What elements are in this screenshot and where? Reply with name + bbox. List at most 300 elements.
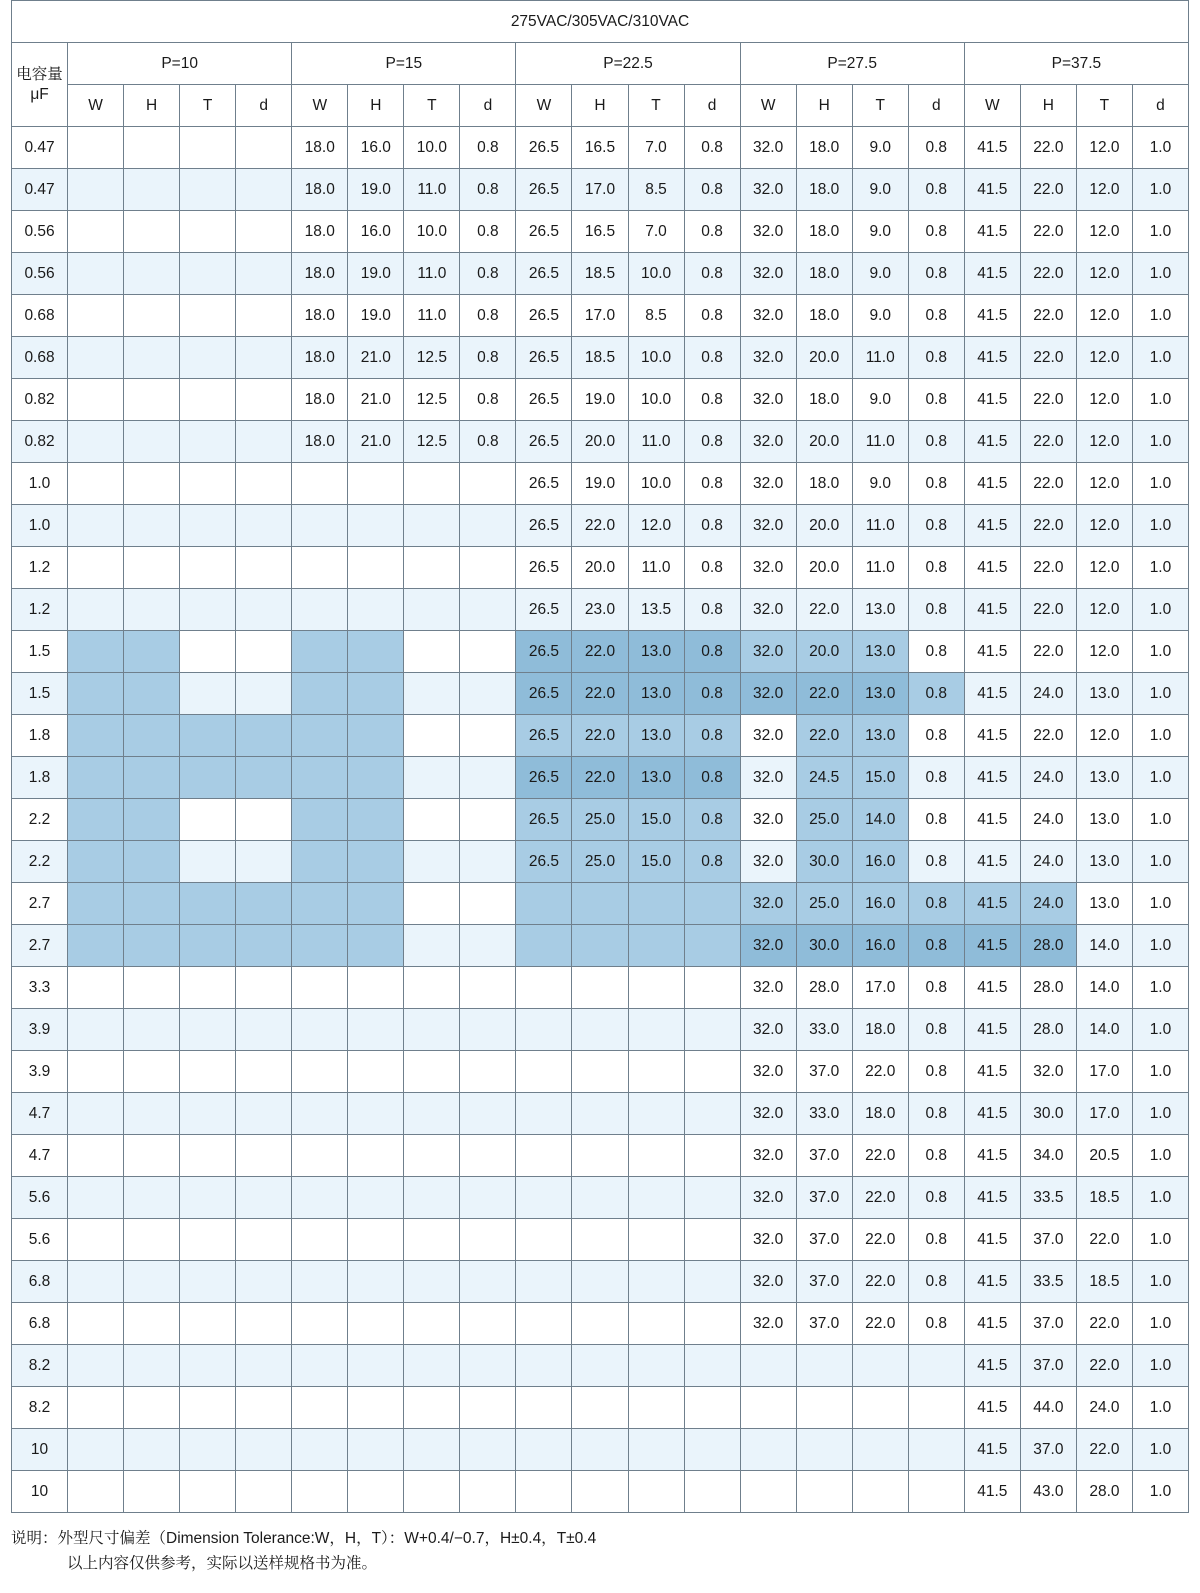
cell-p10-h [124,631,180,673]
cell-capacitance: 1.8 [12,757,68,799]
cell-p15-d [460,883,516,925]
cell-p15-w: 18.0 [292,379,348,421]
cell-p275-t: 9.0 [852,169,908,211]
cell-p375-w: 41.5 [964,547,1020,589]
cell-p10-w [68,379,124,421]
cell-p375-w: 41.5 [964,127,1020,169]
cell-p10-t [180,967,236,1009]
cell-p10-d [236,715,292,757]
cell-p375-t: 12.0 [1076,505,1132,547]
table-row [12,505,1189,547]
table-row [12,1387,1189,1429]
cell-p275-h: 25.0 [796,883,852,925]
cell-p225-w [516,1261,572,1303]
cell-p225-t: 10.0 [628,463,684,505]
cell-p275-h: 18.0 [796,379,852,421]
cell-p275-d: 0.8 [908,1135,964,1177]
cell-p275-t: 17.0 [852,967,908,1009]
cell-p275-w: 32.0 [740,799,796,841]
cell-p225-t: 13.0 [628,673,684,715]
cell-p375-t: 14.0 [1076,925,1132,967]
group-header-p275: P=27.5 [740,43,964,85]
cell-p225-t [628,967,684,1009]
cell-p225-t [628,1429,684,1471]
cell-p225-d [684,883,740,925]
cell-p375-t: 20.5 [1076,1135,1132,1177]
cell-p375-t: 12.0 [1076,589,1132,631]
cell-p375-h: 33.5 [1020,1177,1076,1219]
cell-capacitance: 0.47 [12,127,68,169]
cell-p375-h: 22.0 [1020,211,1076,253]
table-row [12,1009,1189,1051]
cell-p15-t [404,631,460,673]
group-header-p15: P=15 [292,43,516,85]
cell-p225-h: 22.0 [572,715,628,757]
cell-p225-h: 19.0 [572,379,628,421]
cell-p375-d: 1.0 [1132,463,1188,505]
cell-p375-w: 41.5 [964,1135,1020,1177]
cell-p15-h [348,841,404,883]
cell-p225-h: 20.0 [572,421,628,463]
cell-p275-t: 13.0 [852,715,908,757]
cell-p275-w: 32.0 [740,1219,796,1261]
cell-p225-d: 0.8 [684,463,740,505]
cell-p15-d [460,673,516,715]
cell-p275-d [908,1429,964,1471]
cell-p375-h: 28.0 [1020,1009,1076,1051]
cell-p225-t: 13.0 [628,757,684,799]
cell-p225-h [572,1303,628,1345]
capacitance-header-line1: 电容量 [16,66,63,84]
cell-p275-d: 0.8 [908,505,964,547]
cell-p375-h: 22.0 [1020,421,1076,463]
cell-p275-w: 32.0 [740,295,796,337]
cell-p15-d [460,757,516,799]
cell-p15-w: 18.0 [292,295,348,337]
cell-p225-d: 0.8 [684,421,740,463]
cell-p10-d [236,337,292,379]
cell-p275-h [796,1345,852,1387]
cell-p15-h [348,1051,404,1093]
cell-p225-t: 7.0 [628,127,684,169]
cell-p225-h [572,925,628,967]
cell-p375-d: 1.0 [1132,925,1188,967]
cell-p225-t: 12.0 [628,505,684,547]
cell-capacitance: 2.7 [12,883,68,925]
table-body [12,127,1189,1513]
cell-p15-t [404,1219,460,1261]
cell-p375-h: 22.0 [1020,463,1076,505]
cell-p10-t [180,1261,236,1303]
cell-p10-d [236,463,292,505]
cell-p225-h [572,1471,628,1513]
cell-p275-w: 32.0 [740,757,796,799]
cell-p225-w [516,967,572,1009]
cell-p225-d: 0.8 [684,505,740,547]
cell-p10-t [180,1009,236,1051]
cell-p275-h: 20.0 [796,547,852,589]
cell-p375-h: 22.0 [1020,547,1076,589]
cell-p375-h: 22.0 [1020,715,1076,757]
cell-p375-t: 18.5 [1076,1261,1132,1303]
cell-p15-d [460,1303,516,1345]
cell-p375-w: 41.5 [964,253,1020,295]
cell-capacitance: 1.5 [12,631,68,673]
cell-p225-w: 26.5 [516,547,572,589]
cell-p375-d: 1.0 [1132,757,1188,799]
cell-p375-d: 1.0 [1132,799,1188,841]
cell-p275-d: 0.8 [908,715,964,757]
sub-header-row [12,85,1189,127]
cell-p10-w [68,505,124,547]
table-row [12,631,1189,673]
cell-p225-h [572,883,628,925]
cell-p225-t: 11.0 [628,547,684,589]
cell-p10-h [124,1387,180,1429]
sub-header-p10-t: T [180,85,236,127]
cell-p15-d [460,505,516,547]
cell-p375-t: 13.0 [1076,841,1132,883]
cell-p275-w: 32.0 [740,379,796,421]
table-row [12,1093,1189,1135]
cell-p10-d [236,253,292,295]
cell-p10-w [68,1345,124,1387]
cell-p375-h: 24.0 [1020,883,1076,925]
sub-header-p225-w: W [516,85,572,127]
cell-p225-h [572,1177,628,1219]
cell-p275-h: 18.0 [796,169,852,211]
cell-p375-d: 1.0 [1132,253,1188,295]
cell-p275-h [796,1471,852,1513]
cell-p15-h: 19.0 [348,253,404,295]
cell-p375-w: 41.5 [964,463,1020,505]
cell-p375-h: 22.0 [1020,379,1076,421]
cell-p275-h: 33.0 [796,1009,852,1051]
cell-p275-d: 0.8 [908,547,964,589]
cell-p225-d [684,925,740,967]
cell-p275-d [908,1471,964,1513]
cell-p225-h: 25.0 [572,799,628,841]
cell-p275-h: 37.0 [796,1135,852,1177]
cell-p375-d: 1.0 [1132,1177,1188,1219]
cell-p15-h [348,505,404,547]
cell-p275-t [852,1387,908,1429]
cell-p15-d [460,631,516,673]
group-header-p375: P=37.5 [964,43,1188,85]
cell-p275-d: 0.8 [908,169,964,211]
cell-p375-h: 44.0 [1020,1387,1076,1429]
cell-p275-w: 32.0 [740,169,796,211]
cell-p375-t: 22.0 [1076,1219,1132,1261]
cell-p10-h [124,715,180,757]
cell-capacitance: 8.2 [12,1387,68,1429]
table-row [12,211,1189,253]
cell-p275-t: 18.0 [852,1093,908,1135]
cell-p275-w [740,1345,796,1387]
cell-p375-d: 1.0 [1132,673,1188,715]
cell-p10-h [124,757,180,799]
cell-p375-w: 41.5 [964,589,1020,631]
cell-p10-t [180,463,236,505]
cell-p10-d [236,925,292,967]
cell-p225-h: 16.5 [572,211,628,253]
note-line-1: 说明：外型尺寸偏差（Dimension Tolerance:W，H，T）：W+0.4/−0.7，H±0.4，T±0.4 [11,1530,597,1547]
cell-p10-h [124,421,180,463]
cell-p375-h: 43.0 [1020,1471,1076,1513]
cell-p375-d: 1.0 [1132,883,1188,925]
table-row [12,337,1189,379]
cell-p15-w [292,463,348,505]
cell-p10-t [180,169,236,211]
cell-p375-w: 41.5 [964,421,1020,463]
sub-header-p375-h: H [1020,85,1076,127]
cell-p275-t: 22.0 [852,1051,908,1093]
cell-p375-d: 1.0 [1132,1387,1188,1429]
cell-p15-h [348,1387,404,1429]
cell-p10-w [68,1177,124,1219]
cell-p225-w [516,1345,572,1387]
cell-p15-d [460,1471,516,1513]
cell-p375-w: 41.5 [964,295,1020,337]
cell-p225-w: 26.5 [516,337,572,379]
cell-p10-t [180,337,236,379]
cell-p10-t [180,421,236,463]
sub-header-p275-t: T [852,85,908,127]
cell-p275-h: 28.0 [796,967,852,1009]
cell-p225-d: 0.8 [684,715,740,757]
cell-p15-t [404,673,460,715]
cell-p15-h [348,1093,404,1135]
cell-capacitance: 0.82 [12,379,68,421]
sub-header-p375-d: d [1132,85,1188,127]
cell-p275-t: 16.0 [852,883,908,925]
table-row [12,967,1189,1009]
cell-p225-d: 0.8 [684,253,740,295]
cell-p375-d: 1.0 [1132,337,1188,379]
cell-p10-h [124,1177,180,1219]
cell-p15-w [292,715,348,757]
cell-p15-w: 18.0 [292,421,348,463]
cell-p225-t: 15.0 [628,841,684,883]
cell-capacitance: 0.68 [12,337,68,379]
cell-p375-w: 41.5 [964,799,1020,841]
cell-p10-t [180,1093,236,1135]
cell-p10-d [236,1387,292,1429]
cell-p275-t: 22.0 [852,1135,908,1177]
cell-p375-d: 1.0 [1132,589,1188,631]
cell-p375-d: 1.0 [1132,967,1188,1009]
cell-p15-d [460,1177,516,1219]
cell-p275-t: 9.0 [852,127,908,169]
table-row [12,1471,1189,1513]
cell-p375-h: 22.0 [1020,127,1076,169]
cell-p275-d: 0.8 [908,841,964,883]
cell-p275-d: 0.8 [908,421,964,463]
cell-p225-t: 10.0 [628,337,684,379]
cell-p10-t [180,1051,236,1093]
cell-p10-h [124,925,180,967]
cell-p10-t [180,379,236,421]
cell-p375-t: 12.0 [1076,169,1132,211]
cell-p275-w: 32.0 [740,1177,796,1219]
cell-p225-h: 17.0 [572,295,628,337]
cell-p375-d: 1.0 [1132,421,1188,463]
cell-p225-d [684,1471,740,1513]
cell-p15-w [292,505,348,547]
capacitance-header [12,43,68,127]
cell-p10-d [236,1261,292,1303]
cell-p275-d: 0.8 [908,127,964,169]
cell-p275-d: 0.8 [908,253,964,295]
cell-p275-h: 25.0 [796,799,852,841]
cell-p225-t [628,925,684,967]
cell-p225-w [516,1429,572,1471]
cell-p15-d: 0.8 [460,211,516,253]
cell-capacitance: 10 [12,1429,68,1471]
cell-p375-w: 41.5 [964,1303,1020,1345]
cell-p275-w: 32.0 [740,337,796,379]
group-header-p225: P=22.5 [516,43,740,85]
cell-p15-d: 0.8 [460,127,516,169]
cell-p225-d [684,1429,740,1471]
cell-p225-d [684,1219,740,1261]
cell-p15-w [292,589,348,631]
cell-p10-d [236,757,292,799]
cell-p225-w: 26.5 [516,757,572,799]
cell-p275-d: 0.8 [908,799,964,841]
cell-p275-d: 0.8 [908,463,964,505]
cell-p275-h: 22.0 [796,673,852,715]
cell-p10-h [124,1219,180,1261]
cell-p15-t: 10.0 [404,211,460,253]
cell-p15-h [348,715,404,757]
cell-p15-d [460,799,516,841]
cell-p275-d: 0.8 [908,1261,964,1303]
table-row [12,1177,1189,1219]
cell-p10-h [124,253,180,295]
table-row [12,925,1189,967]
cell-p375-t: 13.0 [1076,673,1132,715]
cell-p275-h [796,1387,852,1429]
cell-p225-h: 20.0 [572,547,628,589]
cell-p15-t: 12.5 [404,337,460,379]
cell-p375-w: 41.5 [964,169,1020,211]
table-row [12,253,1189,295]
cell-p10-d [236,1345,292,1387]
cell-p375-h: 24.0 [1020,799,1076,841]
cell-p10-w [68,1051,124,1093]
cell-p225-d [684,1135,740,1177]
cell-p375-h: 32.0 [1020,1051,1076,1093]
cell-p15-t [404,967,460,1009]
cell-p15-w [292,1345,348,1387]
cell-p225-d [684,967,740,1009]
cell-p275-w: 32.0 [740,1051,796,1093]
cell-p10-w [68,547,124,589]
cell-p225-h [572,1387,628,1429]
sub-header-p10-w: W [68,85,124,127]
cell-p225-w: 26.5 [516,631,572,673]
cell-p225-t: 15.0 [628,799,684,841]
cell-p275-t: 22.0 [852,1303,908,1345]
table-row [12,841,1189,883]
cell-p375-t: 14.0 [1076,967,1132,1009]
cell-p225-w: 26.5 [516,127,572,169]
cell-p275-h: 18.0 [796,463,852,505]
cell-p225-t: 10.0 [628,379,684,421]
cell-p225-d [684,1009,740,1051]
cell-p225-h: 17.0 [572,169,628,211]
cell-p15-t: 11.0 [404,169,460,211]
cell-p375-d: 1.0 [1132,1135,1188,1177]
cell-p225-h [572,1009,628,1051]
cell-p10-h [124,1303,180,1345]
cell-p275-w: 32.0 [740,925,796,967]
note-line-2: 以上内容仅供参考，实际以送样规格书为准。 [67,1554,378,1572]
cell-p15-w [292,799,348,841]
cell-p375-w: 41.5 [964,1093,1020,1135]
cell-p275-w [740,1387,796,1429]
cell-p225-t [628,1303,684,1345]
cell-p10-t [180,505,236,547]
cell-p375-d: 1.0 [1132,1051,1188,1093]
cell-p375-h: 22.0 [1020,589,1076,631]
cell-p375-h: 37.0 [1020,1345,1076,1387]
cell-p15-t: 10.0 [404,127,460,169]
cell-p10-t [180,1345,236,1387]
cell-p15-t [404,1093,460,1135]
cell-p225-t [628,883,684,925]
cell-p15-t: 12.5 [404,421,460,463]
cell-p225-w [516,1177,572,1219]
cell-p225-t: 11.0 [628,421,684,463]
cell-p225-t: 13.0 [628,715,684,757]
cell-p10-w [68,253,124,295]
cell-p275-t: 15.0 [852,757,908,799]
cell-p275-h: 20.0 [796,421,852,463]
capacitance-header-line2: μF [30,85,49,103]
cell-p10-w [68,421,124,463]
cell-p225-w: 26.5 [516,295,572,337]
cell-p375-d: 1.0 [1132,1261,1188,1303]
cell-p15-t [404,589,460,631]
cell-p10-w [68,967,124,1009]
cell-p375-d: 1.0 [1132,547,1188,589]
cell-p275-t: 22.0 [852,1261,908,1303]
cell-p15-w [292,1429,348,1471]
cell-p15-t [404,1261,460,1303]
table-row [12,127,1189,169]
cell-p225-h: 16.5 [572,127,628,169]
cell-p10-h [124,547,180,589]
cell-p275-d: 0.8 [908,925,964,967]
cell-p375-h: 30.0 [1020,1093,1076,1135]
cell-p10-t [180,1303,236,1345]
cell-p275-w: 32.0 [740,631,796,673]
cell-p375-w: 41.5 [964,715,1020,757]
cell-p225-t [628,1219,684,1261]
cell-p275-d: 0.8 [908,631,964,673]
cell-p10-d [236,883,292,925]
cell-p225-t [628,1177,684,1219]
cell-p275-d: 0.8 [908,1177,964,1219]
cell-p15-h [348,1177,404,1219]
table-row [12,589,1189,631]
cell-p375-w: 41.5 [964,1387,1020,1429]
cell-p375-t: 24.0 [1076,1387,1132,1429]
cell-p375-w: 41.5 [964,1177,1020,1219]
cell-p15-d [460,1135,516,1177]
